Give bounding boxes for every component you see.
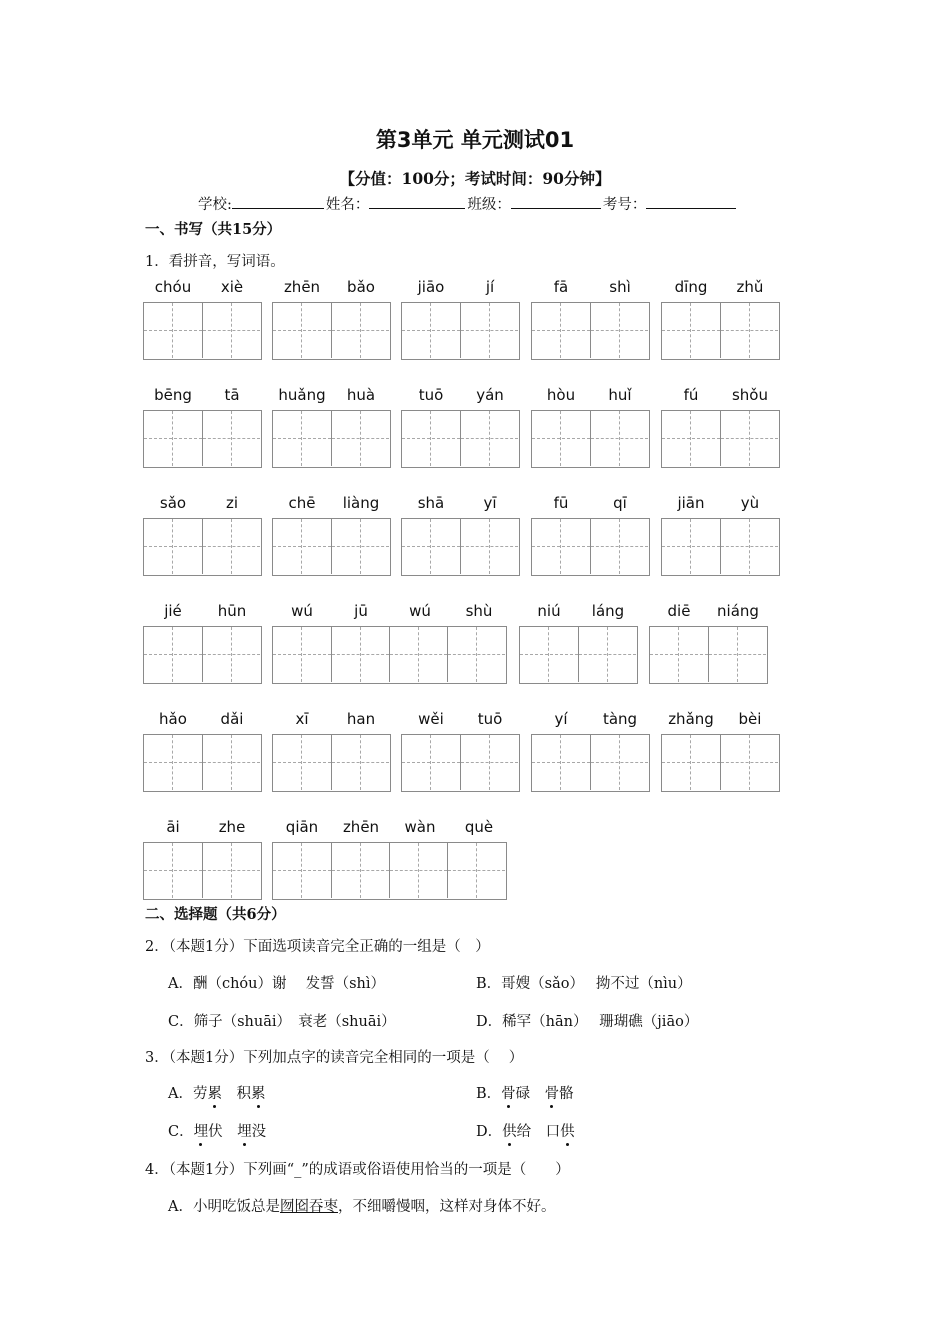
- q4-option-a[interactable]: [168, 1195, 555, 1216]
- char: 没: [251, 1124, 267, 1140]
- writing-cell[interactable]: [650, 627, 708, 682]
- pinyin-label: dīng: [674, 278, 708, 296]
- option-label: C．: [168, 1124, 194, 1140]
- pinyin-label: zhēn: [342, 818, 380, 836]
- writing-cell[interactable]: [202, 627, 260, 682]
- writing-cell[interactable]: [389, 843, 447, 898]
- pinyin-label: yí: [554, 710, 568, 728]
- writing-cell[interactable]: [144, 303, 202, 358]
- pinyin-label: chóu: [154, 278, 192, 296]
- q2-option-b[interactable]: B．哥嫂（sǎo） 拗不过（nìu）: [476, 976, 692, 992]
- writing-cell[interactable]: [273, 303, 331, 358]
- writing-box-group[interactable]: [661, 518, 780, 576]
- pinyin-label: zhēn: [283, 278, 321, 296]
- writing-cell[interactable]: [202, 735, 260, 790]
- writing-box-group[interactable]: [272, 410, 391, 468]
- writing-cell[interactable]: [460, 411, 518, 466]
- char: 积: [236, 1086, 251, 1102]
- name-label: 姓名：: [325, 197, 370, 213]
- pinyin-label: zhǎng: [668, 710, 714, 728]
- pinyin-label: zi: [225, 494, 239, 512]
- writing-cell[interactable]: [590, 519, 648, 574]
- pinyin-label: fā: [553, 278, 569, 296]
- pinyin-label: bǎo: [347, 278, 375, 296]
- pinyin-label: qī: [613, 494, 627, 512]
- writing-cell[interactable]: [273, 411, 331, 466]
- pinyin-label: liàng: [342, 494, 380, 512]
- writing-cell[interactable]: [144, 411, 202, 466]
- pinyin-label: zhǔ: [736, 278, 764, 296]
- writing-cell[interactable]: [460, 519, 518, 574]
- pinyin-label: tā: [224, 386, 240, 404]
- q2-option-d[interactable]: D．稀罕（hān） 珊瑚礁（jiāo）: [476, 1014, 699, 1030]
- writing-cell[interactable]: [202, 519, 260, 574]
- exam-meta: 【分值：100分；考试时间：90分钟】: [339, 169, 611, 188]
- writing-cell[interactable]: [662, 519, 720, 574]
- writing-cell[interactable]: [402, 735, 460, 790]
- writing-cell[interactable]: [202, 411, 260, 466]
- option-text: A．小明吃饭总是: [168, 1199, 280, 1215]
- writing-cell[interactable]: [389, 627, 447, 682]
- pinyin-label: hòu: [546, 386, 576, 404]
- class-field[interactable]: [511, 194, 601, 209]
- option-label: B．: [476, 1086, 502, 1102]
- pinyin-label: yī: [483, 494, 497, 512]
- pinyin-label: láng: [591, 602, 625, 620]
- option-label: A．: [168, 1086, 193, 1102]
- writing-box-group[interactable]: [272, 518, 391, 576]
- pinyin-label: yù: [740, 494, 760, 512]
- pinyin-label: huǎng: [278, 386, 326, 404]
- dotted-char: 埋: [237, 1120, 252, 1141]
- pinyin-label: jí: [485, 278, 495, 296]
- q3-option-d[interactable]: [476, 1120, 575, 1141]
- pinyin-label: wú: [409, 602, 431, 620]
- writing-box-group[interactable]: [661, 734, 780, 792]
- pinyin-label: niú: [537, 602, 561, 620]
- char: 骼: [559, 1086, 574, 1102]
- pinyin-label: tuō: [418, 386, 444, 404]
- writing-box-group[interactable]: [272, 626, 507, 684]
- pinyin-label: jiān: [677, 494, 705, 512]
- char: 劳: [192, 1086, 208, 1102]
- name-field[interactable]: [369, 194, 465, 209]
- writing-cell[interactable]: [202, 843, 260, 898]
- pinyin-label: tàng: [602, 710, 638, 728]
- writing-box-group[interactable]: [272, 302, 391, 360]
- writing-cell[interactable]: [331, 735, 389, 790]
- pinyin-label: xī: [295, 710, 309, 728]
- writing-box-group[interactable]: [401, 734, 520, 792]
- writing-cell[interactable]: [273, 627, 331, 682]
- writing-cell[interactable]: [532, 519, 590, 574]
- q2-option-a[interactable]: A．酬（chóu）谢 发誓（shì）: [168, 976, 386, 992]
- number-label: 考号：: [602, 197, 647, 213]
- writing-cell[interactable]: [273, 843, 331, 898]
- pinyin-label: wú: [291, 602, 313, 620]
- pinyin-label: fū: [553, 494, 569, 512]
- pinyin-label: què: [464, 818, 494, 836]
- pinyin-label: zhe: [218, 818, 246, 836]
- writing-cell[interactable]: [532, 735, 590, 790]
- pinyin-label: yán: [476, 386, 504, 404]
- writing-box-group[interactable]: [531, 410, 650, 468]
- pinyin-label: shǒu: [731, 386, 768, 404]
- pinyin-label: jū: [354, 602, 368, 620]
- writing-cell[interactable]: [273, 519, 331, 574]
- question-4-stem: 4．（本题1分）下列画“_”的成语或俗语使用恰当的一项是（ ）: [145, 1162, 570, 1178]
- writing-cell[interactable]: [273, 735, 331, 790]
- school-label: 学校:: [198, 197, 232, 213]
- page-title: 第3单元 单元测试01: [375, 128, 575, 152]
- pinyin-label: hǎo: [159, 710, 187, 728]
- writing-box-group[interactable]: [531, 734, 650, 792]
- pinyin-label: bèi: [738, 710, 762, 728]
- writing-cell[interactable]: [720, 735, 778, 790]
- pinyin-label: han: [346, 710, 376, 728]
- writing-box-group[interactable]: [143, 842, 262, 900]
- writing-box-group[interactable]: [272, 734, 391, 792]
- writing-cell[interactable]: [447, 843, 505, 898]
- pinyin-label: qiān: [285, 818, 319, 836]
- pinyin-label: dǎi: [220, 710, 244, 728]
- writing-cell[interactable]: [590, 303, 648, 358]
- pinyin-label: niáng: [717, 602, 759, 620]
- section-writing-heading: 一、书写（共15分）: [145, 221, 282, 238]
- pinyin-label: jiāo: [417, 278, 445, 296]
- writing-box-group[interactable]: [143, 302, 262, 360]
- writing-box-group[interactable]: [531, 518, 650, 576]
- writing-box-group[interactable]: [531, 302, 650, 360]
- dotted-char: 供: [560, 1120, 575, 1141]
- char: 给: [516, 1124, 532, 1140]
- writing-box-group[interactable]: [401, 410, 520, 468]
- writing-cell[interactable]: [202, 303, 260, 358]
- dotted-char: 埋: [194, 1120, 209, 1141]
- school-field[interactable]: [232, 194, 324, 209]
- writing-cell[interactable]: [402, 411, 460, 466]
- writing-cell[interactable]: [708, 627, 766, 682]
- writing-cell[interactable]: [460, 303, 518, 358]
- writing-cell[interactable]: [144, 735, 202, 790]
- writing-cell[interactable]: [662, 735, 720, 790]
- pinyin-label: huà: [346, 386, 376, 404]
- writing-box-group[interactable]: [649, 626, 768, 684]
- question-3-stem: 3．（本题1分）下列加点字的读音完全相同的一项是（ ）: [145, 1050, 524, 1066]
- dotted-char: 累: [251, 1082, 266, 1103]
- dotted-char: 骨: [545, 1082, 560, 1103]
- option-label: D．: [476, 1124, 503, 1140]
- question-2-stem: 2．（本题1分）下面选项读音完全正确的一组是（ ）: [145, 939, 490, 955]
- class-label: 班级：: [467, 197, 511, 213]
- pinyin-label: shù: [465, 602, 493, 620]
- writing-cell[interactable]: [402, 519, 460, 574]
- pinyin-label: shì: [609, 278, 631, 296]
- underlined-idiom: 囫囵吞枣: [279, 1199, 338, 1215]
- dotted-char: 累: [207, 1082, 222, 1103]
- writing-box-group[interactable]: [661, 302, 780, 360]
- writing-box-group[interactable]: [143, 626, 262, 684]
- student-info-line: [198, 193, 738, 214]
- writing-cell[interactable]: [662, 411, 720, 466]
- writing-cell[interactable]: [144, 519, 202, 574]
- dotted-char: 供: [502, 1120, 517, 1141]
- q3-option-b[interactable]: [476, 1082, 574, 1103]
- writing-cell[interactable]: [590, 735, 648, 790]
- writing-box-group[interactable]: [661, 410, 780, 468]
- writing-box-group[interactable]: [143, 734, 262, 792]
- writing-cell[interactable]: [532, 411, 590, 466]
- writing-box-group[interactable]: [519, 626, 638, 684]
- option-text: ，不细嚼慢咽，这样对身体不好。: [337, 1199, 556, 1215]
- writing-box-group[interactable]: [143, 518, 262, 576]
- writing-box-group[interactable]: [401, 302, 520, 360]
- writing-cell[interactable]: [460, 735, 518, 790]
- char: 伏: [208, 1124, 223, 1140]
- writing-box-group[interactable]: [272, 842, 507, 900]
- pinyin-label: tuō: [477, 710, 503, 728]
- writing-box-group[interactable]: [143, 410, 262, 468]
- q3-option-a[interactable]: [168, 1082, 265, 1103]
- writing-cell[interactable]: [331, 519, 389, 574]
- writing-cell[interactable]: [331, 411, 389, 466]
- writing-cell[interactable]: [402, 303, 460, 358]
- number-field[interactable]: [646, 194, 736, 209]
- pinyin-label: hūn: [217, 602, 247, 620]
- question-1: 1．看拼音，写词语。: [145, 254, 285, 270]
- char: 碌: [515, 1086, 531, 1102]
- pinyin-label: diē: [667, 602, 691, 620]
- pinyin-label: huǐ: [608, 386, 632, 404]
- writing-cell[interactable]: [720, 411, 778, 466]
- pinyin-label: shā: [417, 494, 445, 512]
- writing-cell[interactable]: [520, 627, 578, 682]
- dotted-char: 骨: [501, 1082, 516, 1103]
- writing-cell[interactable]: [331, 627, 389, 682]
- writing-cell[interactable]: [590, 411, 648, 466]
- section-choice-heading: 二、选择题（共6分）: [145, 906, 286, 923]
- writing-cell[interactable]: [144, 627, 202, 682]
- pinyin-label: fú: [683, 386, 699, 404]
- writing-cell[interactable]: [720, 519, 778, 574]
- pinyin-label: bēng: [154, 386, 192, 404]
- q2-option-c[interactable]: C．筛子（shuāi） 衰老（shuāi）: [168, 1014, 396, 1030]
- writing-box-group[interactable]: [401, 518, 520, 576]
- writing-cell[interactable]: [532, 303, 590, 358]
- pinyin-label: jié: [164, 602, 182, 620]
- pinyin-label: chē: [288, 494, 316, 512]
- writing-cell[interactable]: [720, 303, 778, 358]
- writing-cell[interactable]: [662, 303, 720, 358]
- writing-cell[interactable]: [447, 627, 505, 682]
- q3-option-c[interactable]: [168, 1120, 266, 1141]
- pinyin-label: wàn: [404, 818, 436, 836]
- pinyin-label: xiè: [220, 278, 244, 296]
- writing-cell[interactable]: [578, 627, 636, 682]
- pinyin-label: sǎo: [159, 494, 187, 512]
- char: 口: [545, 1124, 561, 1140]
- writing-cell[interactable]: [331, 843, 389, 898]
- writing-cell[interactable]: [331, 303, 389, 358]
- writing-cell[interactable]: [144, 843, 202, 898]
- pinyin-label: āi: [166, 818, 180, 836]
- pinyin-label: wěi: [418, 710, 444, 728]
